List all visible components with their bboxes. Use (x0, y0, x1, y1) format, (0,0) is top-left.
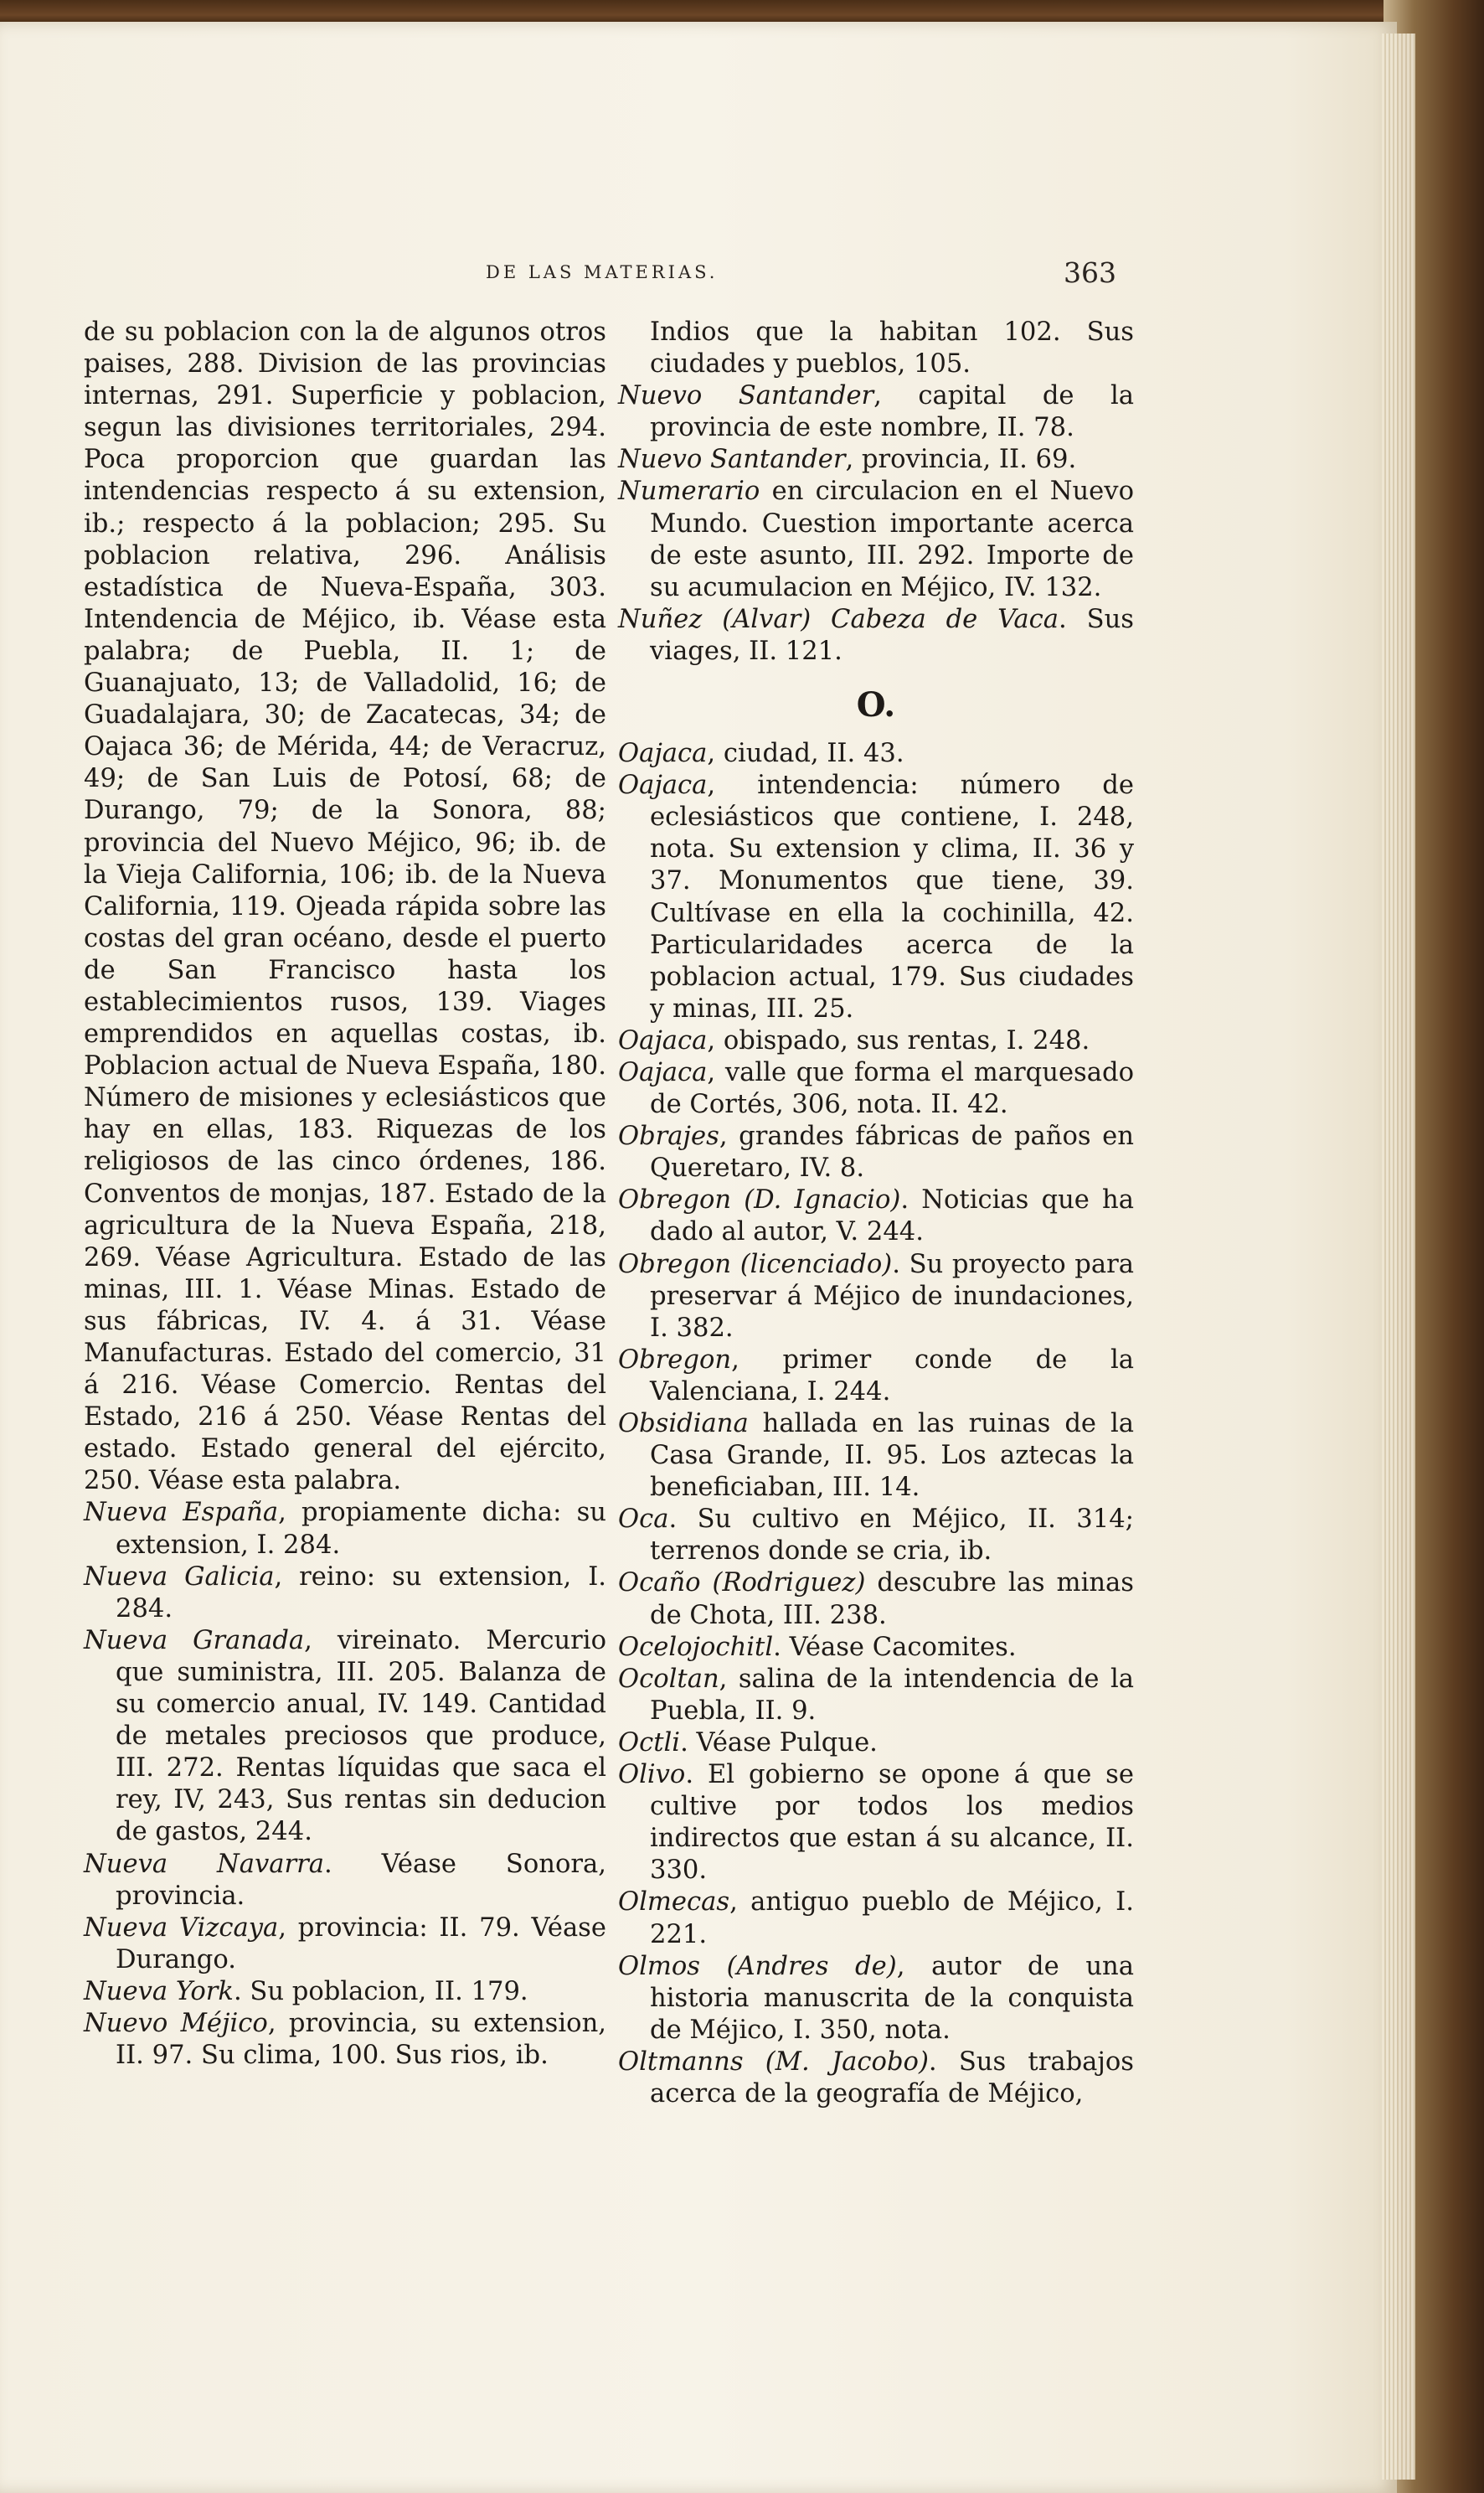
entry-headword: Obsidiana (618, 1409, 749, 1438)
entry-headword: Obregon (D. Ignacio) (618, 1185, 901, 1216)
entry-text: . Su cultivo en Méjico, II. 314; terrenos donde se cria, ib. (650, 1505, 1134, 1567)
entry-headword: Nueva Navarra (84, 1849, 324, 1879)
entry-headword: Oajaca (618, 1057, 708, 1087)
entry-headword: Nuevo Santander (618, 381, 874, 411)
index-entry (618, 1121, 1134, 1185)
entry-text: , provincia, II. 69. (845, 445, 1077, 475)
entry-text: , autor de una historia manuscrita de la conquista de Méjico, I. 350, nota. (650, 1951, 1134, 2045)
entry-headword: Oajaca (618, 771, 708, 801)
entry-headword: Nuñez (Alvar) Cabeza de Vaca (618, 604, 1059, 634)
entry-headword: Ocaño (Rodriguez) (618, 1568, 866, 1598)
entry-headword: Numerario (618, 477, 760, 507)
entry-text: . Noticias que ha dado al autor, V. 244. (650, 1185, 1134, 1247)
continuation-text: Indios que la habitan 102. Sus ciudades y pueblos, 105. (650, 317, 1134, 379)
entries-o (618, 738, 1134, 2110)
index-entry (618, 1664, 1134, 1727)
index-entry (618, 1345, 1134, 1408)
page-number: 363 (1064, 256, 1116, 289)
entry-text: . Véase Pulque. (680, 1727, 878, 1757)
entry-text: . Véase Cacomites. (773, 1632, 1017, 1662)
index-entry (84, 1497, 606, 1561)
index-entry (618, 1567, 1134, 1631)
entry-headword: Nueva York (84, 1976, 234, 2006)
entry-headword: Olmos (Andres de) (618, 1951, 897, 1981)
section-letter: O. (856, 685, 896, 725)
index-entry (618, 1249, 1134, 1345)
entry-text: , primer conde de la Valenciana, I. 244. (650, 1345, 1134, 1407)
index-entry (618, 1887, 1134, 1950)
entry-headword: Obregon (licenciado) (618, 1249, 893, 1279)
entry-text: , capital de la provincia de este nombre, II. 78. (650, 381, 1134, 443)
entry-text: , vireinato. Mercurio que suministra, III. 205. Balanza de su comercio anual, IV. 149. Cantidad de metales preciosos que produce, III. 272. Rentas líquidas que saca el rey, IV, 243, Sus rentas sin deducion de gastos, 244. (116, 1625, 606, 1847)
entry-text: , antiguo pueblo de Méjico, I. 221. (650, 1887, 1134, 1949)
entry-headword: Obrajes (618, 1122, 719, 1152)
index-entry (84, 1561, 606, 1625)
entry-text: . Su proyecto para preservar á Méjico de inundaciones, I. 382. (650, 1249, 1134, 1343)
entry-text: , propiamente dicha: su extension, I. 284. (116, 1498, 606, 1560)
entry-headword: Nuevo Santander (618, 445, 846, 475)
index-entry (618, 604, 1134, 668)
entry-text: . El gobierno se opone á que se cultive por todos los medios indirectos que estan á su alcance, II. 330. (650, 1760, 1134, 1886)
entry-text: , intendencia: número de eclesiásticos que contiene, I. 248, nota. Su extension y clima, II. 36 y 37. Monumentos que tiene, 39. Cultívase en ella la cochinilla, 42. Particularidades acerca de la poblacion actual, 179. Sus ciudades y minas, III. 25. (650, 771, 1134, 1024)
entry-headword: Oajaca (618, 1025, 708, 1056)
entry-text: . Sus viages, II. 121. (650, 604, 1134, 666)
entry-text: , reino: su extension, I. 284. (116, 1561, 607, 1623)
entry-text: , grandes fábricas de paños en Queretaro, IV. 8. (650, 1122, 1134, 1184)
index-entry (84, 2008, 606, 2072)
entry-text: , obispado, sus rentas, I. 248. (707, 1025, 1090, 1056)
entry-headword: Nueva España (84, 1498, 279, 1528)
index-entry (618, 444, 1134, 476)
entry-text: . Su poblacion, II. 179. (233, 1976, 528, 2006)
entry-headword: Nueva Granada (84, 1625, 305, 1655)
index-entry (618, 2047, 1134, 2110)
index-entry (84, 1976, 606, 2008)
entry-headword: Octli (618, 1727, 681, 1757)
index-entry (618, 1632, 1134, 1664)
entries-n (618, 380, 1134, 668)
entry-text: . Sus trabajos acerca de la geografía de Méjico, (650, 2047, 1135, 2108)
right-column (618, 317, 1134, 2110)
index-entry (618, 476, 1134, 603)
index-entry (618, 1185, 1134, 1248)
entry-headword: Ocelojochitl (618, 1632, 774, 1662)
index-entry (618, 1727, 1134, 1759)
entry-text: , salina de la intendencia de la Puebla, II. 9. (650, 1664, 1134, 1726)
index-entry (618, 1759, 1134, 1887)
entry-headword: Obregon (618, 1345, 732, 1375)
entry-headword: Oajaca (618, 739, 708, 769)
index-entry (618, 770, 1134, 1025)
entry-headword: Oltmanns (M. Jacobo) (618, 2047, 929, 2077)
entry-headword: Nuevo Méjico (84, 2008, 268, 2038)
index-entry (618, 1951, 1134, 2047)
index-entry (618, 1408, 1134, 1504)
entry-text: en circulacion en el Nuevo Mundo. Cuestion importante acerca de este asunto, III. 292. Importe de su acumulacion en Méjico, IV. 132. (650, 477, 1134, 602)
index-entry (618, 1025, 1134, 1057)
entry-text: , provincia, su extension, II. 97. Su clima, 100. Sus rios, ib. (116, 2008, 606, 2071)
continuation-text: de su poblacion con la de algunos otros paises, 288. Division de las provincias internas, 291. Superficie y poblacion, segun las divisiones territoriales, 294. Poca proporcion que guardan las intendencias respecto á su extension, ib.; respecto á la poblacion; 295. Su poblacion relativa, 296. Análisis estadística de Nueva-España, 303. Intendencia de Méjico, ib. Véase esta palabra; de Puebla, II. 1; de Guanajuato, 13; de Valladolid, 16; de Guadalajara, 30; de Zacatecas, 34; de Oajaca 36; de Mérida, 44; de Veracruz, 49; de San Luis de Potosí, 68; de Durango, 79; de la Sonora, 88; provincia del Nuevo Méjico, 96; ib. de la Vieja California, 106; ib. de la Nueva California, 119. Ojeada rápida sobre las costas del gran océano, desde el puerto de San Francisco hasta los establecimientos rusos, 139. Viages emprendidos en aquellas costas, ib. Poblacion actual de Nueva España, 180. Número de misiones y eclesiásticos que hay en ellas, 183. Riquezas de los religiosos de las cinco órdenes, 186. Conventos de monjas, 187. Estado de la agricultura de la Nueva España, 218, 269. Véase Agricultura. Estado de las minas, III. 1. Véase Minas. Estado de sus fábricas, IV. 4. á 31. Véase Manufacturas. Estado del comercio, 31 á 216. Véase Comercio. Rentas del Estado, 216 á 250. Véase Rentas del estado. Estado general del ejército, 250. Véase esta palabra. (84, 317, 606, 1496)
entry-headword: Nueva Vizcaya (84, 1912, 279, 1943)
index-entry (618, 738, 1134, 770)
entry-text: . Véase Sonora, provincia. (116, 1849, 606, 1911)
running-head: DE LAS MATERIAS. (486, 262, 719, 282)
entry-headword: Olmecas (618, 1887, 730, 1917)
entry-headword: Nueva Galicia (84, 1561, 275, 1592)
entry-headword: Ocoltan (618, 1664, 719, 1694)
page-edges (1382, 34, 1415, 2480)
entry-text: , valle que forma el marquesado de Cortés, 306, nota. II. 42. (650, 1057, 1134, 1120)
index-entry (84, 1849, 606, 1912)
index-entry (84, 1625, 606, 1849)
entry-text: hallada en las ruinas de la Casa Grande, II. 95. Los aztecas la beneficiaban, III. 14. (650, 1409, 1134, 1503)
entry-text: , ciudad, II. 43. (707, 739, 904, 769)
left-column (84, 317, 606, 2072)
entry-text: , provincia: II. 79. Véase Durango. (116, 1912, 606, 1974)
left-entries (84, 1497, 606, 2072)
entry-headword: Olivo (618, 1760, 686, 1790)
index-entry (618, 1504, 1134, 1567)
entry-text: descubre las minas de Chota, III. 238. (650, 1568, 1134, 1630)
entry-headword: Oca (618, 1505, 669, 1535)
index-entry (618, 380, 1134, 444)
index-entry (618, 1057, 1134, 1121)
index-entry (84, 1912, 606, 1976)
